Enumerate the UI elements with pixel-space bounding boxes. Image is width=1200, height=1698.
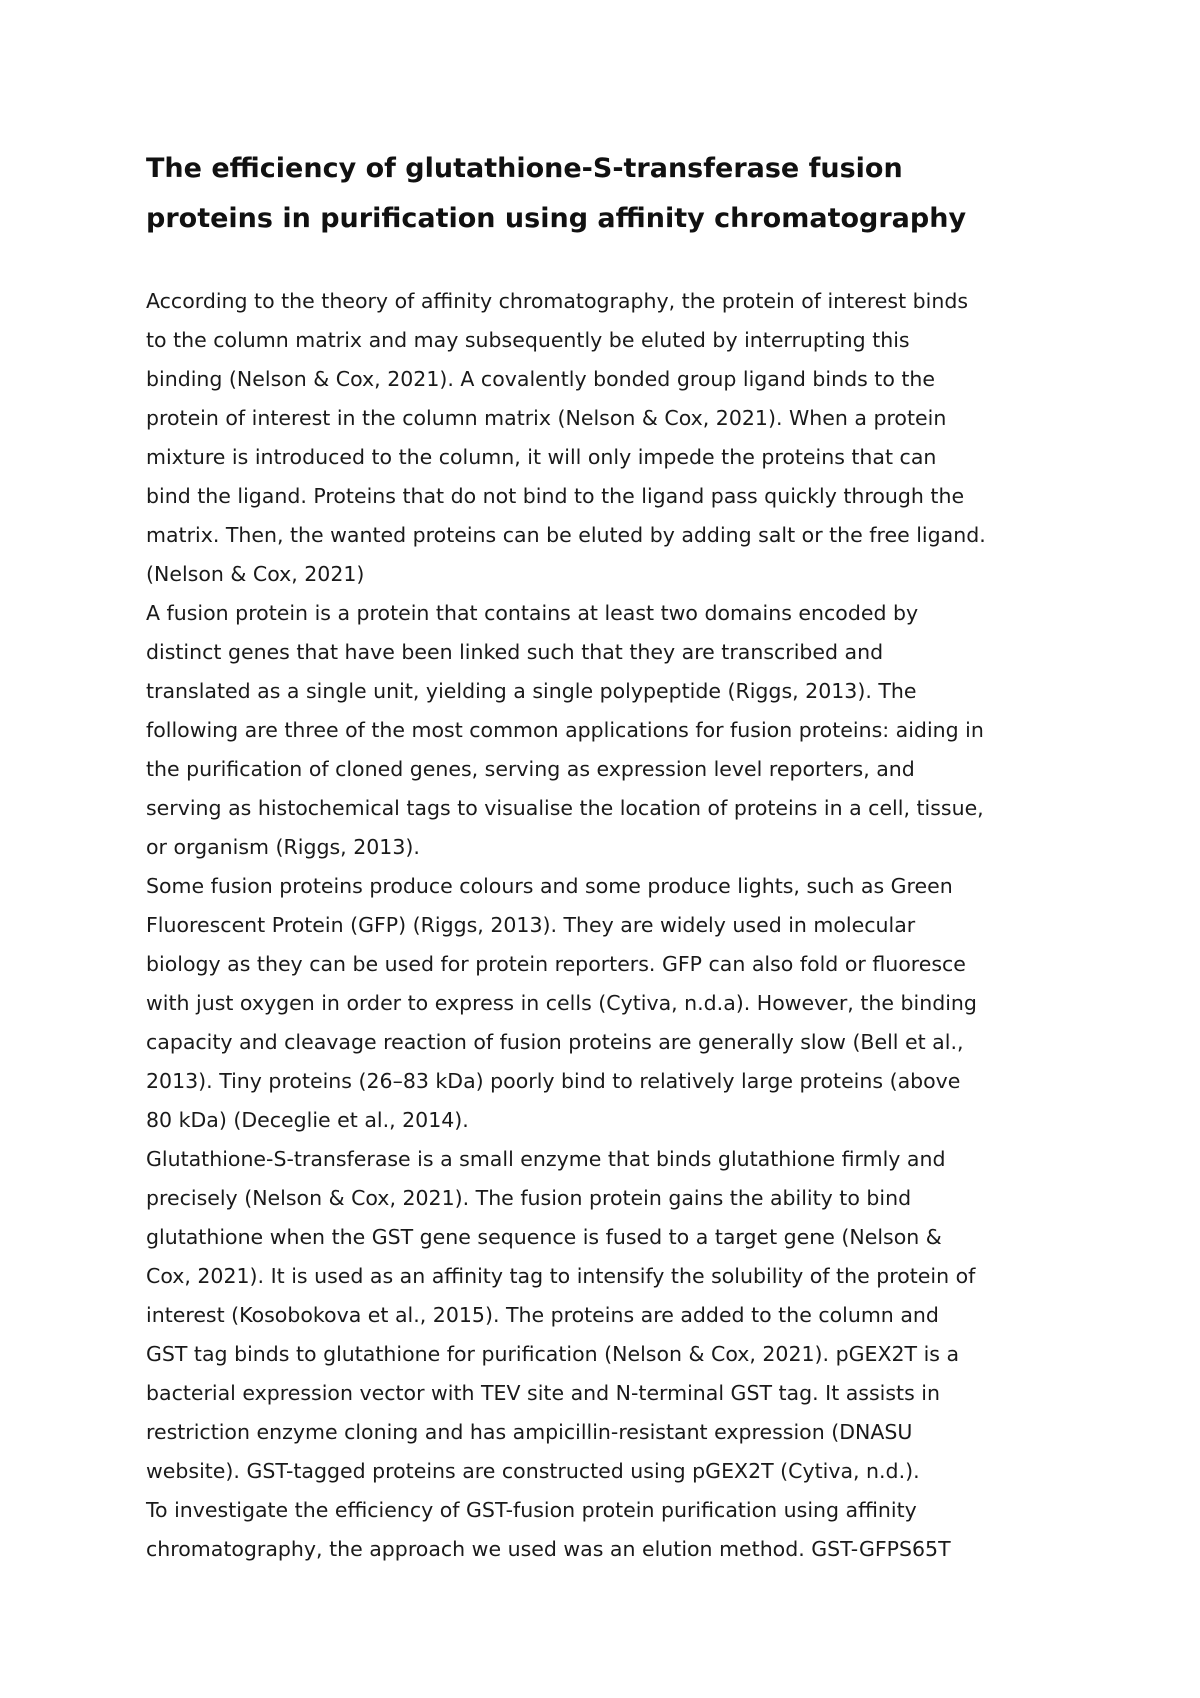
paragraph-affinity-chromatography: According to the theory of affinity chromatography, the protein of interest binds to the column matrix and may subsequently be eluted by interrupting this binding (Nelson & Cox, 2021). A covalently bonded group ligand binds to the protein of interest in the column matrix (Nelson & Cox, 2021). When a protein mixture is introduced to the column, it will only impede the proteins that can bind the ligand. Proteins that do not bind to the ligand pass quickly through the matrix. Then, the wanted proteins can be eluted by adding salt or the free ligand. (Nelson & Cox, 2021) [146,289,986,586]
document-content [146,144,1066,1569]
document-title: The efficiency of glutathione-S-transferase fusion proteins in purification using affinity chromatography [146,153,967,234]
paragraph-gst: Glutathione-S-transferase is a small enzyme that binds glutathione firmly and precisely (Nelson & Cox, 2021). The fusion protein gains the ability to bind glutathione when the GST gene sequence is fused to a target gene (Nelson & Cox, 2021). It is used as an affinity tag to intensify the solubility of the protein of interest (Kosobokova et al., 2015). The proteins are added to the column and GST tag binds to glutathione for purification (Nelson & Cox, 2021). pGEX2T is a bacterial expression vector with TEV site and N-terminal GST tag. It assists in restriction enzyme cloning and has ampicillin-resistant expression (DNASU website). GST-tagged proteins are constructed using pGEX2T (Cytiva, n.d.). [146,1147,976,1483]
document-body [146,282,1066,1569]
paragraph-method: To investigate the efficiency of GST-fusion protein purification using affinity chromatography, the approach we used was an elution method. GST-GFPS65T [146,1498,951,1561]
paragraph-gfp: Some fusion proteins produce colours and some produce lights, such as Green Fluorescent Protein (GFP) (Riggs, 2013). They are widely used in molecular biology as they can be used for protein reporters. GFP can also fold or fluoresce with just oxygen in order to express in cells (Cytiva, n.d.a). However, the binding capacity and cleavage reaction of fusion proteins are generally slow (Bell et al., 2013). Tiny proteins (26–83 kDa) poorly bind to relatively large proteins (above 80 kDa) (Deceglie et al., 2014). [146,874,977,1132]
paragraph-fusion-protein: A fusion protein is a protein that contains at least two domains encoded by distinct genes that have been linked such that they are transcribed and translated as a single unit, yielding a single polypeptide (Riggs, 2013). The following are three of the most common applications for fusion proteins: aiding in the purification of cloned genes, serving as expression level reporters, and serving as histochemical tags to visualise the location of proteins in a cell, tissue, or organism (Riggs, 2013). [146,601,984,859]
